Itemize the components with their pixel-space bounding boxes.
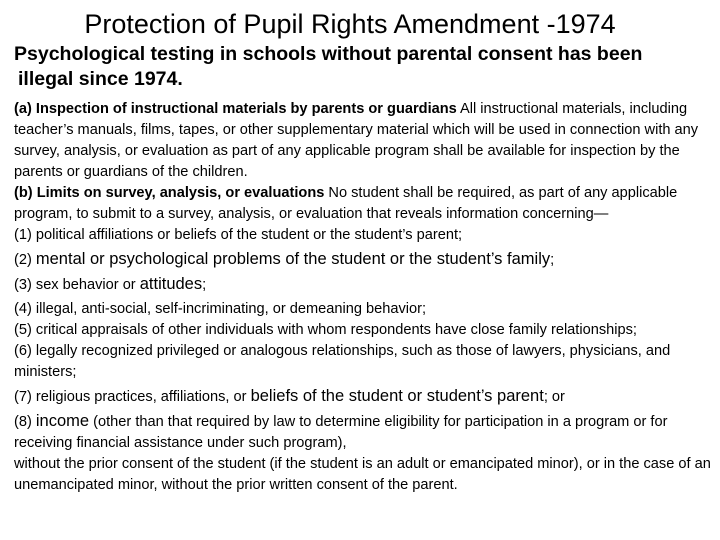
section-b bbox=[14, 183, 718, 225]
list-item-2 bbox=[14, 249, 718, 271]
list-item-1-text: (1) political affiliations or beliefs of the student or the student’s parent; bbox=[14, 227, 463, 243]
list-item-3-prefix: (3) sex behavior or bbox=[14, 277, 140, 293]
list-item-2-emphasis: mental or psychological problems of the student or the student’s family bbox=[35, 250, 551, 268]
section-b-text: No student shall be required, as part of any applicable program, to submit to a survey, analysis, or evaluation that reveals information concerning— bbox=[14, 185, 678, 222]
list-item-8-emphasis: income bbox=[35, 412, 90, 430]
list-item-1 bbox=[14, 225, 718, 246]
subtitle-line-1: Psychological testing in schools without parental consent has been bbox=[14, 43, 643, 65]
list-item-6 bbox=[14, 341, 718, 383]
list-item-8 bbox=[14, 411, 718, 454]
list-item-7 bbox=[14, 386, 718, 408]
closing-text-content: without the prior consent of the student (if the student is an adult or emancipated minor), or in the case of an unemancipated minor, without the prior written consent of the parent. bbox=[14, 456, 711, 493]
list-item-2-suffix: ; bbox=[550, 252, 555, 268]
list-item-5-text: (5) critical appraisals of other individuals with whom respondents have close family relationships; bbox=[14, 322, 637, 338]
closing-text bbox=[14, 454, 718, 496]
slide-subtitle bbox=[14, 42, 704, 92]
list-item-8-prefix: (8) bbox=[14, 414, 36, 430]
section-a bbox=[14, 99, 718, 183]
list-item-3 bbox=[14, 274, 718, 296]
list-item-4-text: (4) illegal, anti-social, self-incriminating, or demeaning behavior; bbox=[14, 301, 427, 317]
section-a-heading: (a) Inspection of instructional materials by parents or guardians bbox=[14, 101, 457, 117]
list-item-5 bbox=[14, 320, 718, 341]
subtitle-line-2: illegal since 1974. bbox=[18, 68, 183, 90]
section-b-heading: (b) Limits on survey, analysis, or evaluations bbox=[14, 185, 325, 201]
list-item-3-emphasis: attitudes bbox=[139, 275, 203, 293]
slide-body bbox=[14, 99, 718, 496]
list-item-6-text: (6) legally recognized privileged or analogous relationships, such as those of lawyers, physicians, and ministers; bbox=[14, 343, 671, 380]
list-item-3-suffix: ; bbox=[202, 277, 207, 293]
list-item-2-prefix: (2) bbox=[14, 252, 36, 268]
list-item-7-suffix: ; or bbox=[543, 389, 565, 405]
list-item-7-emphasis: beliefs of the student or student’s parent bbox=[250, 387, 544, 405]
list-item-4 bbox=[14, 299, 718, 320]
section-a-text: All instructional materials, including teacher’s manuals, films, tapes, or other supplementary material which will be used in connection with any survey, analysis, or evaluation as part of any applicable program shall be available for inspection by the parents or guardians of the children. bbox=[14, 101, 699, 180]
list-item-7-prefix: (7) religious practices, affiliations, or bbox=[14, 389, 251, 405]
list-item-8-suffix: (other than that required by law to determine eligibility for participation in a program or for receiving financial assistance under such program), bbox=[14, 414, 668, 451]
slide-title: Protection of Pupil Rights Amendment -1974 bbox=[84, 9, 616, 39]
